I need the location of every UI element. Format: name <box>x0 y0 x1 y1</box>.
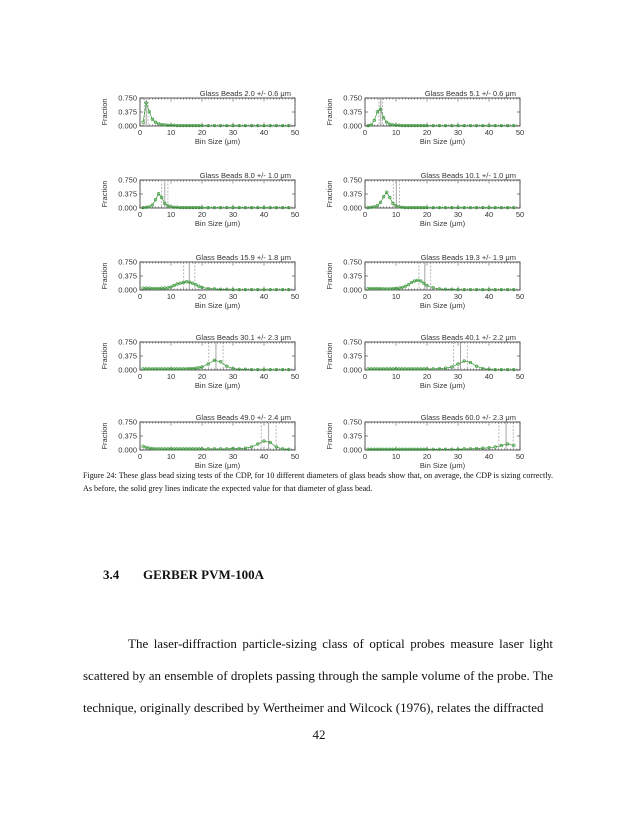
y-tick-label: 0.375 <box>343 271 362 281</box>
x-tick-label: 10 <box>166 292 176 301</box>
x-tick-label: 10 <box>391 128 401 137</box>
y-tick-label: 0.750 <box>118 257 137 267</box>
x-tick-label: 50 <box>290 128 300 137</box>
x-axis-label: Bin Size (μm) <box>419 219 466 228</box>
panel-title: Glass Beads 5.1 +/- 0.6 μm <box>424 89 516 98</box>
x-tick-label: 0 <box>362 292 368 301</box>
x-tick-label: 0 <box>362 452 368 461</box>
y-axis-label: Fraction <box>325 262 334 290</box>
y-tick-label: 0.375 <box>118 107 137 117</box>
x-tick-label: 30 <box>228 128 238 137</box>
y-axis-label: Fraction <box>100 422 109 450</box>
x-tick-label: 20 <box>422 292 432 301</box>
plot-frame <box>140 422 295 450</box>
x-tick-label: 10 <box>391 292 401 301</box>
y-axis-label: Fraction <box>325 98 334 126</box>
chart-panel <box>325 171 524 228</box>
y-tick-label: 0.000 <box>343 203 362 213</box>
x-axis-label: Bin Size (μm) <box>194 219 241 228</box>
y-tick-label: 0.000 <box>343 365 362 375</box>
x-tick-label: 50 <box>290 452 300 461</box>
y-tick-label: 0.000 <box>343 121 362 131</box>
x-tick-label: 10 <box>391 372 401 381</box>
x-tick-label: 40 <box>259 452 269 461</box>
y-tick-label: 0.750 <box>343 175 362 185</box>
y-tick-label: 0.750 <box>118 417 137 427</box>
y-tick-label: 0.750 <box>118 175 137 185</box>
x-tick-label: 30 <box>228 452 238 461</box>
chart-panel <box>100 253 299 310</box>
x-tick-label: 10 <box>166 210 176 219</box>
x-tick-label: 0 <box>137 452 143 461</box>
x-tick-label: 50 <box>515 210 525 219</box>
series-line <box>143 441 289 449</box>
x-tick-label: 50 <box>515 372 525 381</box>
x-tick-label: 30 <box>453 128 463 137</box>
chart-panel <box>100 89 299 146</box>
chart-panel <box>100 413 299 470</box>
chart-panel <box>100 333 299 390</box>
x-tick-label: 40 <box>259 128 269 137</box>
section-number: 3.4 <box>103 567 120 582</box>
x-tick-label: 0 <box>137 292 143 301</box>
y-tick-label: 0.000 <box>118 121 137 131</box>
y-tick-label: 0.000 <box>343 445 362 455</box>
x-tick-label: 30 <box>228 292 238 301</box>
x-tick-label: 40 <box>484 128 494 137</box>
x-tick-label: 10 <box>166 372 176 381</box>
plot-frame <box>365 342 520 370</box>
x-tick-label: 20 <box>197 372 207 381</box>
x-tick-label: 0 <box>362 372 368 381</box>
y-tick-label: 0.375 <box>343 107 362 117</box>
y-tick-label: 0.750 <box>118 93 137 103</box>
x-tick-label: 0 <box>362 210 368 219</box>
x-tick-label: 30 <box>453 452 463 461</box>
x-axis-label: Bin Size (μm) <box>194 301 241 310</box>
x-tick-label: 20 <box>197 128 207 137</box>
x-tick-label: 10 <box>166 452 176 461</box>
x-tick-label: 20 <box>422 452 432 461</box>
x-tick-label: 20 <box>422 210 432 219</box>
x-tick-label: 50 <box>290 210 300 219</box>
plot-frame <box>365 422 520 450</box>
y-axis-label: Fraction <box>325 342 334 370</box>
x-axis-label: Bin Size (μm) <box>419 381 466 390</box>
x-tick-label: 40 <box>259 210 269 219</box>
section-title: GERBER PVM-100A <box>143 567 264 582</box>
panel-title: Glass Beads 19.3 +/- 1.9 μm <box>420 253 516 262</box>
panel-title: Glass Beads 10.1 +/- 1.0 μm <box>420 171 516 180</box>
y-axis-label: Fraction <box>100 180 109 208</box>
x-tick-label: 40 <box>484 372 494 381</box>
y-tick-label: 0.375 <box>118 189 137 199</box>
panel-title: Glass Beads 30.1 +/- 2.3 μm <box>195 333 291 342</box>
y-axis-label: Fraction <box>100 262 109 290</box>
x-tick-label: 10 <box>391 210 401 219</box>
y-tick-label: 0.750 <box>343 257 362 267</box>
panel-title: Glass Beads 60.0 +/- 2.3 μm <box>420 413 516 422</box>
x-tick-label: 10 <box>391 452 401 461</box>
y-tick-label: 0.000 <box>118 445 137 455</box>
panel-title: Glass Beads 40.1 +/- 2.2 μm <box>420 333 516 342</box>
panel-title: Glass Beads 8.0 +/- 1.0 μm <box>199 171 291 180</box>
page-number: 42 <box>312 727 326 742</box>
x-tick-label: 50 <box>290 292 300 301</box>
x-tick-label: 50 <box>515 452 525 461</box>
panel-title: Glass Beads 2.0 +/- 0.6 μm <box>199 89 291 98</box>
chart-panel <box>325 89 524 146</box>
x-tick-label: 40 <box>484 292 494 301</box>
x-tick-label: 30 <box>453 292 463 301</box>
y-tick-label: 0.000 <box>118 203 137 213</box>
x-tick-label: 30 <box>453 372 463 381</box>
x-tick-label: 0 <box>137 372 143 381</box>
y-tick-label: 0.750 <box>118 337 137 347</box>
x-axis-label: Bin Size (μm) <box>194 461 241 470</box>
x-tick-label: 0 <box>137 210 143 219</box>
plot-frame <box>140 262 295 290</box>
x-tick-label: 20 <box>422 372 432 381</box>
x-axis-label: Bin Size (μm) <box>194 137 241 146</box>
chart-panel <box>100 171 299 228</box>
y-tick-label: 0.000 <box>343 285 362 295</box>
plot-frame <box>140 98 295 126</box>
figure-panels-svg <box>95 84 535 470</box>
x-tick-label: 50 <box>515 128 525 137</box>
y-tick-label: 0.000 <box>118 365 137 375</box>
series-line <box>368 280 514 289</box>
x-axis-label: Bin Size (μm) <box>419 137 466 146</box>
x-tick-label: 0 <box>137 128 143 137</box>
plot-frame <box>365 180 520 208</box>
panel-title: Glass Beads 49.0 +/- 2.4 μm <box>195 413 291 422</box>
figure-24-panels <box>95 84 535 470</box>
x-tick-label: 40 <box>484 452 494 461</box>
x-tick-label: 20 <box>422 128 432 137</box>
panel-title: Glass Beads 15.9 +/- 1.8 μm <box>195 253 291 262</box>
x-tick-label: 50 <box>515 292 525 301</box>
x-tick-label: 30 <box>228 372 238 381</box>
x-tick-label: 50 <box>290 372 300 381</box>
x-tick-label: 20 <box>197 292 207 301</box>
x-tick-label: 30 <box>228 210 238 219</box>
y-tick-label: 0.750 <box>343 417 362 427</box>
series-line <box>368 192 514 207</box>
chart-panel <box>325 413 524 470</box>
section-heading <box>103 567 264 583</box>
y-axis-label: Fraction <box>100 342 109 370</box>
y-tick-label: 0.375 <box>118 431 137 441</box>
chart-panel <box>325 253 524 310</box>
x-tick-label: 40 <box>484 210 494 219</box>
x-axis-label: Bin Size (μm) <box>419 301 466 310</box>
x-axis-label: Bin Size (μm) <box>194 381 241 390</box>
x-tick-label: 0 <box>362 128 368 137</box>
x-tick-label: 20 <box>197 210 207 219</box>
y-tick-label: 0.375 <box>343 189 362 199</box>
figure-caption: Figure 24: These glass bead sizing tests of the CDP, for 10 different diameters of glass beads show that, on average, the CDP is sizing correctly. As before, the solid grey lines indicate the expected value for that diameter of glass bead. <box>83 471 553 493</box>
x-tick-label: 40 <box>259 292 269 301</box>
y-axis-label: Fraction <box>325 422 334 450</box>
x-tick-label: 10 <box>166 128 176 137</box>
body-paragraph: The laser-diffraction particle-sizing class of optical probes measure laser light scattered by an ensemble of droplets passing through the sample volume of the probe. The technique, originally described by Wertheimer and Wilcock (1976), relates the diffracted <box>83 636 553 715</box>
y-tick-label: 0.750 <box>343 93 362 103</box>
y-tick-label: 0.000 <box>118 285 137 295</box>
x-tick-label: 20 <box>197 452 207 461</box>
y-axis-label: Fraction <box>325 180 334 208</box>
plot-frame <box>365 262 520 290</box>
x-axis-label: Bin Size (μm) <box>419 461 466 470</box>
series-line <box>143 103 289 126</box>
x-tick-label: 30 <box>453 210 463 219</box>
y-tick-label: 0.375 <box>118 351 137 361</box>
y-tick-label: 0.750 <box>343 337 362 347</box>
y-axis-label: Fraction <box>100 98 109 126</box>
chart-panel <box>325 333 524 390</box>
y-tick-label: 0.375 <box>118 271 137 281</box>
y-tick-label: 0.375 <box>343 431 362 441</box>
x-tick-label: 40 <box>259 372 269 381</box>
y-tick-label: 0.375 <box>343 351 362 361</box>
plot-frame <box>140 342 295 370</box>
